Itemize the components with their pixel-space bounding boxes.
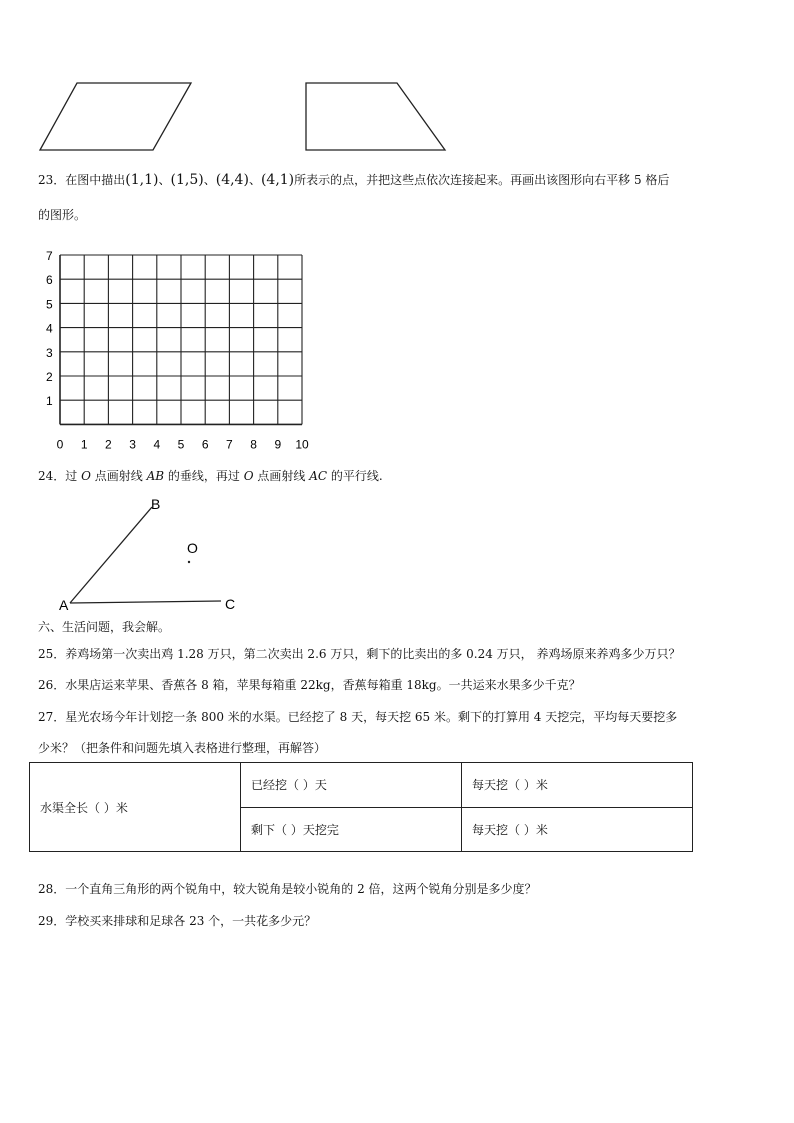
question-25: 25．养鸡场第一次卖出鸡 1.28 万只，第二次卖出 2.6 万只，剩下的比卖出的多 0.24 万只， 养鸡场原来养鸡多少万只？ xyxy=(38,647,681,661)
y-tick-label: 3 xyxy=(46,345,53,360)
trapezoid-shape xyxy=(306,83,445,150)
q23-point-3: (4,4) xyxy=(215,172,249,188)
rays-figure xyxy=(0,490,300,620)
question-24 xyxy=(38,468,383,484)
x-tick-label: 7 xyxy=(226,437,233,450)
x-tick-label: 10 xyxy=(295,437,309,450)
question-27-line2: 少米？（把条件和问题先填入表格进行整理，再解答） xyxy=(38,741,327,755)
label-b: B xyxy=(151,496,161,512)
x-tick-label: 5 xyxy=(177,437,185,450)
cell-days-dug: 已经挖（ ）天 xyxy=(241,763,462,808)
q23-sep-2: 、 xyxy=(203,173,216,187)
q27-table xyxy=(29,762,693,852)
coordinate-grid xyxy=(30,245,320,450)
q24-ray-ac: AC xyxy=(309,469,328,483)
y-tick-label: 7 xyxy=(46,249,53,263)
x-tick-label: 3 xyxy=(129,437,136,450)
question-27-line1: 27．星光农场今年计划挖一条 800 米的水渠。已经挖了 8 天，每天挖 65 米。剩下的打算用 4 天挖完，平均每天要挖多 xyxy=(38,710,678,724)
question-26: 26．水果店运来苹果、香蕉各 8 箱，苹果每箱重 22kg，香蕉每箱重 18kg。一共运来水果多少千克？ xyxy=(38,678,581,692)
question-23-line2: 的图形。 xyxy=(38,208,87,222)
y-tick-label: 5 xyxy=(46,297,53,312)
y-tick-label: 4 xyxy=(46,321,53,336)
q23-number: 23． xyxy=(38,173,66,187)
q23-text-pre: 在图中描出 xyxy=(65,173,126,187)
ray-ac xyxy=(70,601,221,603)
q24-text-c: 的垂线，再过 xyxy=(164,469,244,483)
q23-point-2: (1,5) xyxy=(170,172,204,188)
x-tick-label: 0 xyxy=(56,437,64,450)
y-tick-label: 6 xyxy=(46,273,53,288)
top-shapes xyxy=(0,0,794,160)
section-6-heading: 六、生活问题，我会解。 xyxy=(38,620,171,634)
x-tick-label: 4 xyxy=(153,437,161,450)
x-tick-label: 8 xyxy=(250,437,257,450)
label-a: A xyxy=(59,597,69,613)
q24-text-b: 点画射线 xyxy=(90,469,147,483)
q23-sep-3: 、 xyxy=(248,173,261,187)
q23-point-4: (4,1) xyxy=(260,172,295,188)
parallelogram-shape xyxy=(40,83,191,150)
q24-text-e: 的平行线. xyxy=(327,469,383,483)
q23-text-post: 所表示的点，并把这些点依次连接起来。再画出该图形向右平移 5 格后 xyxy=(294,173,670,187)
q24-ray-ab: AB xyxy=(146,469,165,483)
cell-days-remaining: 剩下（ ）天挖完 xyxy=(241,807,462,852)
q24-point-o-2: O xyxy=(243,469,254,483)
cell-total-length: 水渠全长（ ）米 xyxy=(30,763,241,852)
y-tick-label: 2 xyxy=(46,370,53,384)
label-o: O xyxy=(187,540,198,556)
label-c: C xyxy=(225,596,236,612)
ray-ab xyxy=(70,507,152,603)
question-28: 28．一个直角三角形的两个锐角中，较大锐角是较小锐角的 2 倍，这两个锐角分别是多少度？ xyxy=(38,882,537,896)
q24-text-d: 点画射线 xyxy=(253,469,310,483)
y-tick-label: 1 xyxy=(46,394,53,409)
question-23-line1 xyxy=(38,172,669,188)
question-29: 29．学校买来排球和足球各 23 个，一共花多少元？ xyxy=(38,914,317,928)
q23-point-1: (1,1) xyxy=(125,172,159,188)
x-tick-label: 6 xyxy=(201,437,209,450)
cell-per-day-1: 每天挖（ ）米 xyxy=(462,763,693,808)
point-o-dot xyxy=(188,561,190,563)
q24-point-o: O xyxy=(81,469,91,483)
q24-text-a: 过 xyxy=(65,469,82,483)
q23-sep-1: 、 xyxy=(158,173,171,187)
x-tick-label: 2 xyxy=(105,437,112,450)
cell-per-day-2: 每天挖（ ）米 xyxy=(462,807,693,852)
x-tick-label: 1 xyxy=(80,437,88,450)
q24-number: 24． xyxy=(38,469,66,483)
x-tick-label: 9 xyxy=(274,437,282,450)
